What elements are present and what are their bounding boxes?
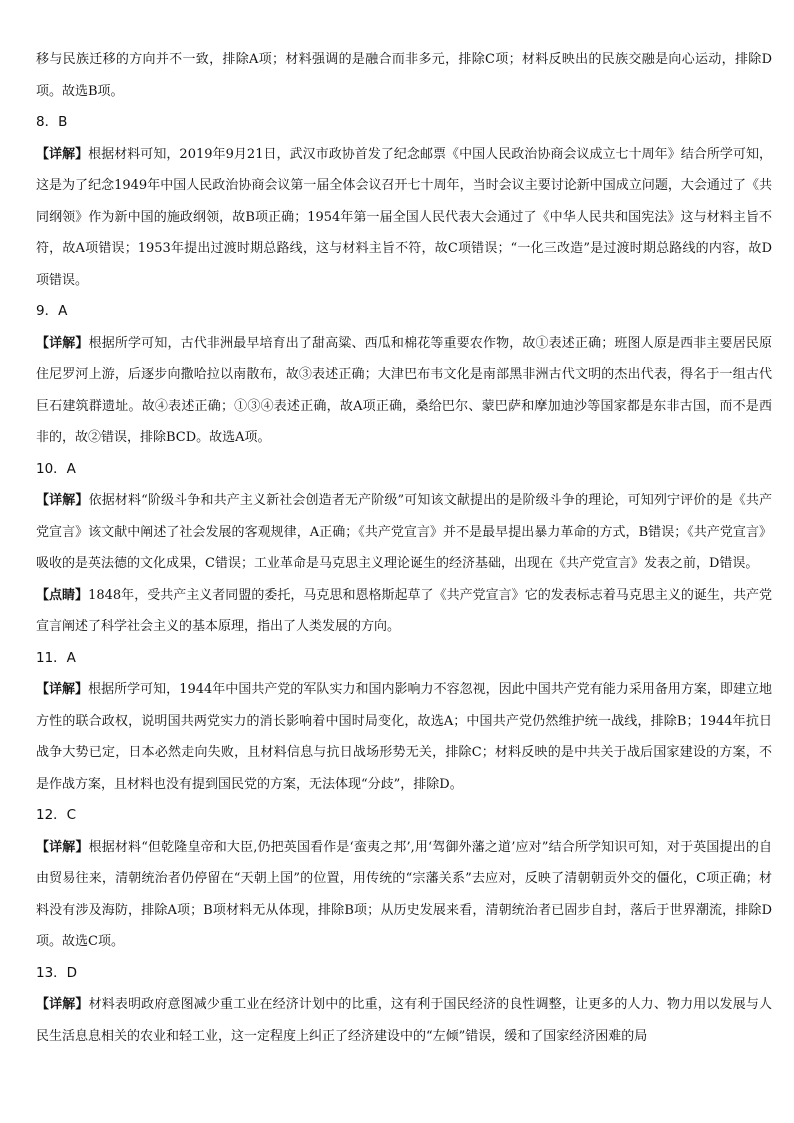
paragraph-continuation: 移与民族迁移的方向并不一致，排除A项；材料强调的是融合而非多元，排除C项；材料反映出的民族交融是向心运动，排除D项。故选B项。 <box>36 52 772 99</box>
answer-11: 11．A <box>36 649 76 666</box>
explanation-tag: 【详解】 <box>36 997 89 1012</box>
explanation-12: 【详解】根据材料“但乾隆皇帝和大臣,仍把英国看作是‘蛮夷之邦’,用‘驾御外藩之道’应对”结合所学知识可知，对于英国提出的自由贸易往来，清朝统治者仍停留在“天朝上国”的位置，用传统的“宗藩关系”去应对，反映了清朝朝贡外交的僵化，C项正确；材料没有涉及海防，排除A项；B项材料无从体现，排除B项；从历史发展来看，清朝统治者已固步自封，落后于世界潮流，排除D项。故选C项。 <box>36 839 772 949</box>
key-point-tag: 【点睛】 <box>36 587 89 603</box>
answer-13: 13．D <box>36 964 78 981</box>
explanation-tag: 【详解】 <box>36 682 89 697</box>
explanation-8: 【详解】根据材料可知，2019年9月21日，武汉市政协首发了纪念邮票《中国人民政治协商会议成立七十周年》结合所学可知，这是为了纪念1949年中国人民政治协商会议第一届全体会议召开七十周年，当时会议主要讨论新中国成立问题，大会通过了《共同纲领》作为新中国的施政纲领，故B项正确；1954年第一届全国人民代表大会通过了《中华人民共和国宪法》这与材料主旨不符，故A项错误；1953年提出过渡时期总路线，这与材料主旨不符，故C项错误；“一化三改造”是过渡时期总路线的内容，故D项错误。 <box>36 146 772 288</box>
explanation-13: 【详解】材料表明政府意图减少重工业在经济计划中的比重，这有利于国民经济的良性调整，让更多的人力、物力用以发展与人民生活息息相关的农业和轻工业，这一定程度上纠正了经济建设中的“左倾”错误，缓和了国家经济困难的局 <box>36 997 772 1044</box>
explanation-11: 【详解】根据所学可知，1944年中国共产党的军队实力和国内影响力不容忽视，因此中国共产党有能力采用备用方案，即建立地方性的联合政权，说明国共两党实力的消长影响着中国时局变化，故选A；中国共产党仍然维护统一战线，排除B；1944年抗日战争大势已定，日本必然走向失败，且材料信息与抗日战场形势无关，排除C；材料反映的是中共关于战后国家建设的方案，不是作战方案，且材料也没有提到国民党的方案，无法体现“分歧”，排除D。 <box>36 682 772 792</box>
explanation-tag: 【详解】 <box>36 839 89 855</box>
answer-9: 9．A <box>36 303 68 319</box>
explanation-tag: 【详解】 <box>36 493 89 508</box>
explanation-10: 【详解】依据材料“阶级斗争和共产主义新社会创造者无产阶级”可知该文献提出的是阶级斗争的理论，可知列宁评价的是《共产党宣言》该文献中阐述了社会发展的客观规律，A正确；《共产党宣言》并不是最早提出暴力革命的方式，B错误；《共产党宣言》吸收的是英法德的文化成果，C错误；工业革命是马克思主义理论诞生的经济基础，出现在《共产党宣言》发表之前，D错误。 <box>36 493 772 571</box>
explanation-9: 【详解】根据所学可知，古代非洲最早培育出了甜高粱、西瓜和棉花等重要农作物，故①表述正确；班图人原是西非主要居民原住尼罗河上游，后逐步向撒哈拉以南散布，故③表述正确；大津巴布韦文化是南部黑非洲古代文明的杰出代表，得名于一组古代巨石建筑群遗址。故④表述正确；①③④表述正确，故A项正确，桑给巴尔、蒙巴萨和摩加迪沙等国家都是东非古国，而不是西非的，故②错误，排除BCD。故选A项。 <box>36 335 772 445</box>
explanation-tag: 【详解】 <box>36 146 89 162</box>
answer-8: 8．B <box>36 114 68 130</box>
answer-10: 10．A <box>36 460 76 477</box>
explanation-tag: 【详解】 <box>36 335 89 351</box>
key-point-10: 【点睛】1848年，受共产主义者同盟的委托，马克思和恩格斯起草了《共产党宣言》它的发表标志着马克思主义的诞生，共产党宣言阐述了科学社会主义的基本原理，指出了人类发展的方向。 <box>36 587 772 634</box>
answer-12: 12．C <box>36 807 77 823</box>
